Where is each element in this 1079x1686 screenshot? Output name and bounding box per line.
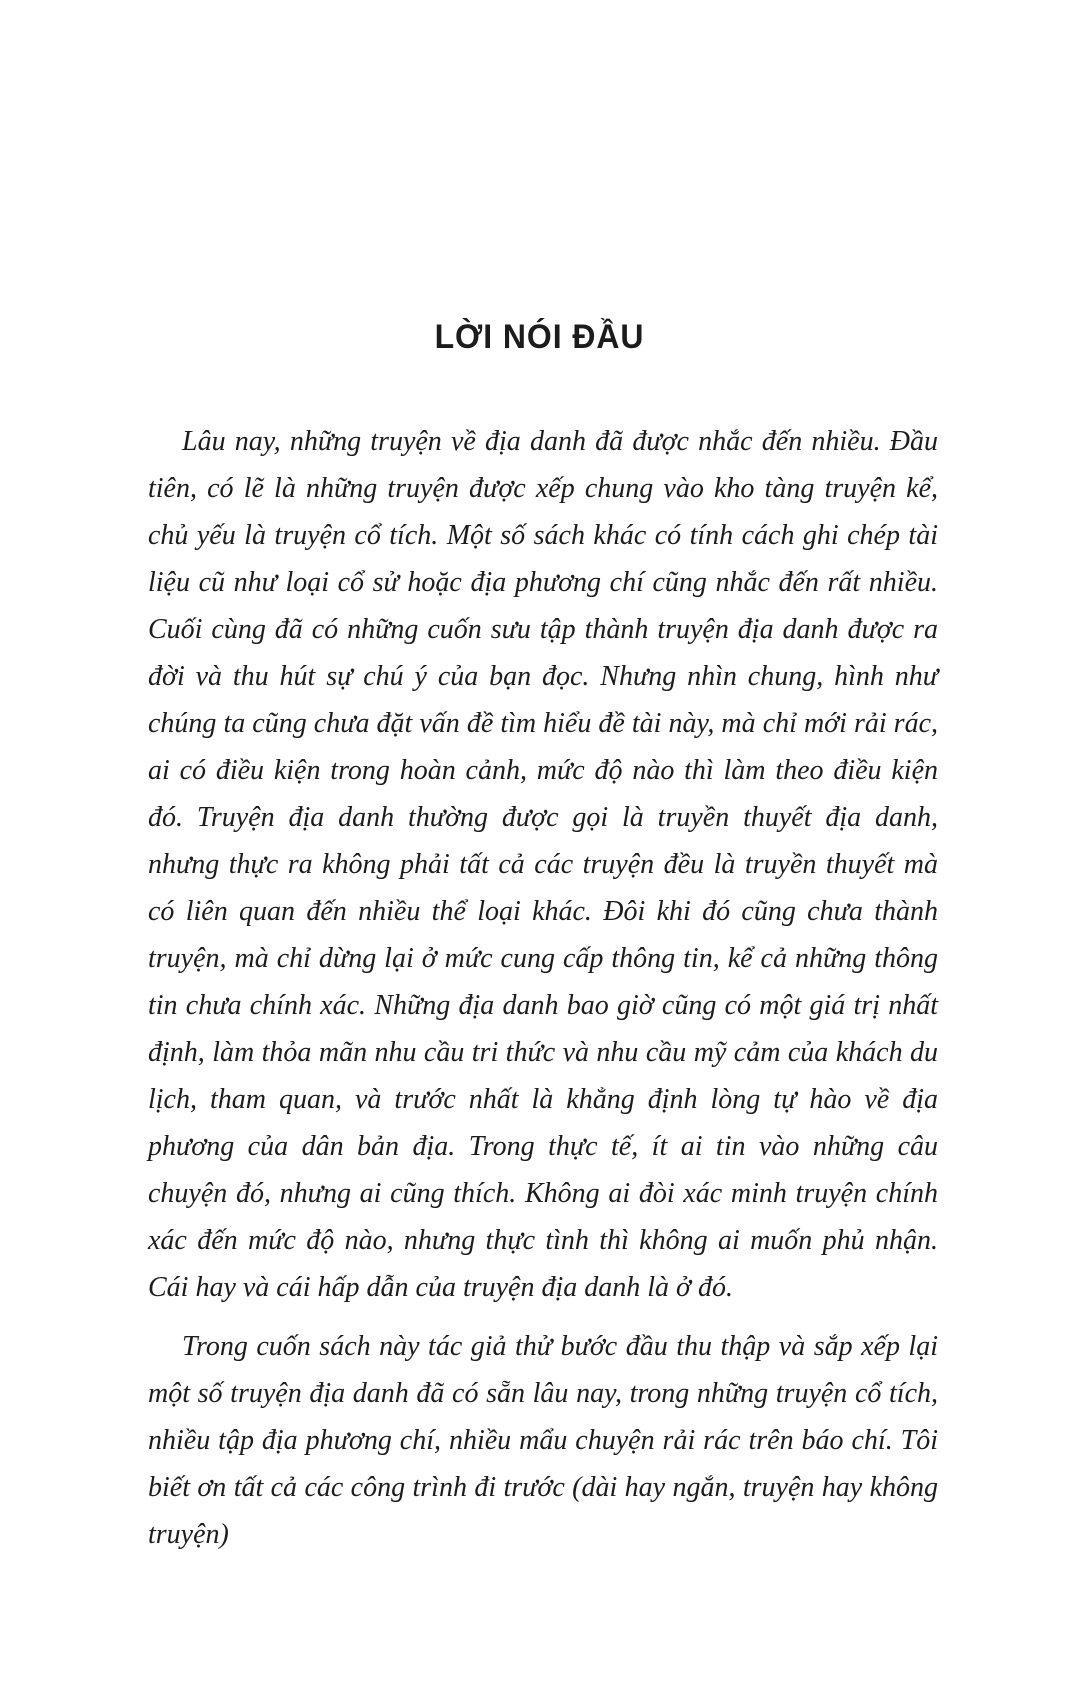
paragraph-2: Trong cuốn sách này tác giả thử bước đầu thu thập và sắp xếp lại một số truyện địa danh đã có sẵn lâu nay, trong những truyện cổ tích, nhiều tập địa phương chí, nhiều mẩu chuyện rải rác trên báo chí. Tôi biết ơn tất cả các công trình đi trước (dài hay ngắn, truyện hay không truyện) (148, 1331, 938, 1550)
page-title: LỜI NÓI ĐẦU (434, 318, 645, 356)
paragraph-1: Lâu nay, những truyện về địa danh đã được nhắc đến nhiều. Đầu tiên, có lẽ là những truyện được xếp chung vào kho tàng truyện kể, chủ yếu là truyện cổ tích. Một số sách khác có tính cách ghi chép tài liệu cũ như loại cổ sử hoặc địa phương chí cũng nhắc đến rất nhiều. Cuối cùng đã có những cuốn sưu tập thành truyện địa danh được ra đời và thu hút sự chú ý của bạn đọc. Nhưng nhìn chung, hình như chúng ta cũng chưa đặt vấn đề tìm hiểu đề tài này, mà chỉ mới rải rác, ai có điều kiện trong hoàn cảnh, mức độ nào thì làm theo điều kiện đó. Truyện địa danh thường được gọi là truyền thuyết địa danh, nhưng thực ra không phải tất cả các truyện đều là truyền thuyết mà có liên quan đến nhiều thể loại khác. Đôi khi đó cũng chưa thành truyện, mà chỉ dừng lại ở mức cung cấp thông tin, kể cả những thông tin chưa chính xác. Những địa danh bao giờ cũng có một giá trị nhất định, làm thỏa mãn nhu cầu tri thức và nhu cầu mỹ cảm của khách du lịch, tham quan, và trước nhất là khẳng định lòng tự hào về địa phương của dân bản địa. Trong thực tế, ít ai tin vào những câu chuyện đó, nhưng ai cũng thích. Không ai đòi xác minh truyện chính xác đến mức độ nào, nhưng thực tình thì không ai muốn phủ nhận. Cái hay và cái hấp dẫn của truyện địa danh là ở đó. (148, 426, 938, 1303)
body-text (148, 418, 938, 1558)
